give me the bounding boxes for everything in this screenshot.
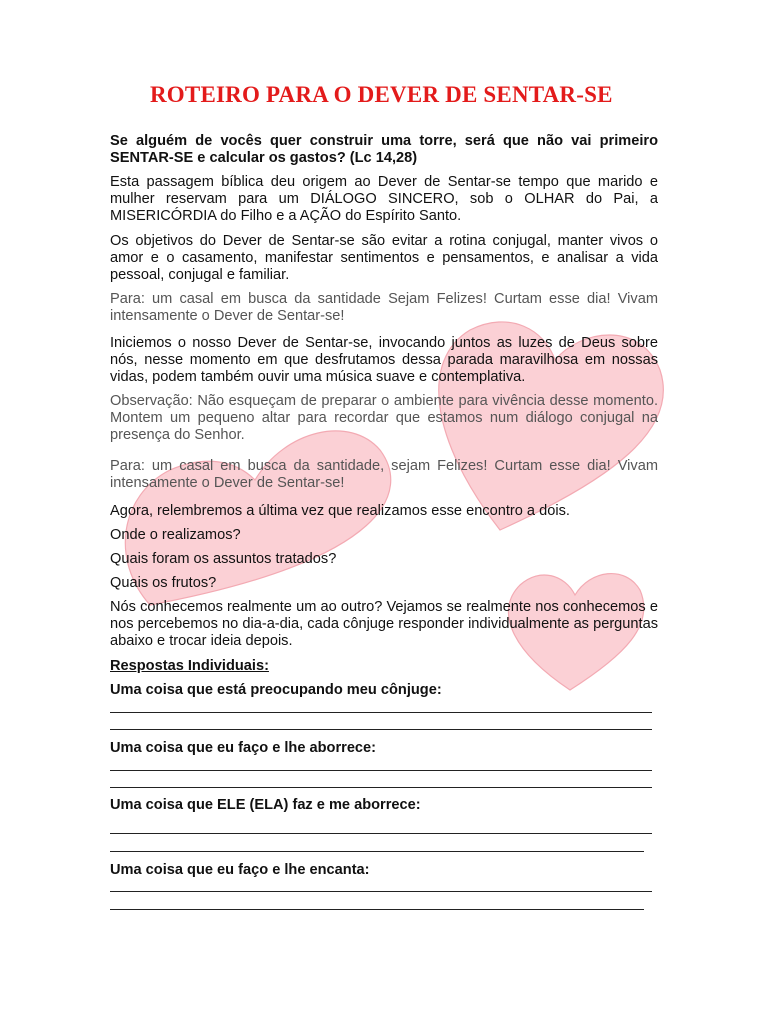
page-title: ROTEIRO PARA O DEVER DE SENTAR-SE: [150, 82, 613, 107]
prompt-they-annoy: Uma coisa que ELE (ELA) faz e me aborrece:: [110, 797, 421, 813]
answer-line[interactable]: [110, 833, 652, 834]
paragraph-objectives: Os objetivos do Dever de Sentar-se são evitar a rotina conjugal, manter vivos o amor e o casamento, manifestar sentimentos e pensamentos, e analisar a vida pessoal, conjugal e familiar.: [110, 233, 658, 283]
question-topics: Quais foram os assuntos tratados?: [110, 551, 337, 567]
answer-line[interactable]: [110, 770, 652, 771]
prompt-i-delight: Uma coisa que eu faço e lhe encanta:: [110, 862, 370, 878]
paragraph-closing: Nós conhecemos realmente um ao outro? Vejamos se realmente nos conhecemos e nos percebemos no dia-a-dia, cada cônjuge responder individualmente as perguntas abaixo e trocar ideia depois.: [110, 599, 658, 649]
paragraph-greeting-1: Para: um casal em busca da santidade Sejam Felizes! Curtam esse dia! Vivam intensamente o Dever de Sentar-se!: [110, 291, 658, 324]
answer-line[interactable]: [110, 891, 652, 892]
answer-line[interactable]: [110, 787, 652, 788]
question-where: Onde o realizamos?: [110, 527, 241, 543]
intro-quote: Se alguém de vocês quer construir uma torre, será que não vai primeiro SENTAR-SE e calcular os gastos? (Lc 14,28): [110, 133, 658, 166]
answer-line[interactable]: [110, 729, 652, 730]
answers-heading: Respostas Individuais:: [110, 658, 269, 674]
answer-line[interactable]: [110, 909, 644, 910]
answer-line[interactable]: [110, 851, 644, 852]
paragraph-invocation: Iniciemos o nosso Dever de Sentar-se, invocando juntos as luzes de Deus sobre nós, nesse momento em que desfrutamos dessa parada maravilhosa em nossas vidas, podem também ouvir uma música suave e contemplativa.: [110, 335, 658, 385]
paragraph-recall: Agora, relembremos a última vez que realizamos esse encontro a dois.: [110, 503, 570, 519]
prompt-i-annoy: Uma coisa que eu faço e lhe aborrece:: [110, 740, 377, 756]
answer-line[interactable]: [110, 712, 652, 713]
paragraph-origin: Esta passagem bíblica deu origem ao Dever de Sentar-se tempo que marido e mulher reservam para um DIÁLOGO SINCERO, sob o OLHAR do Pai, a MISERICÓRDIA do Filho e a AÇÃO do Espírito Santo.: [110, 174, 658, 224]
prompt-worry: Uma coisa que está preocupando meu cônjuge:: [110, 682, 442, 698]
question-fruits: Quais os frutos?: [110, 575, 217, 591]
paragraph-greeting-2: Para: um casal em busca da santidade, sejam Felizes! Curtam esse dia! Vivam intensamente o Dever de Sentar-se!: [110, 458, 658, 491]
paragraph-observation: Observação: Não esqueçam de preparar o ambiente para vivência desse momento. Montem um pequeno altar para recordar que estamos num diálogo conjugal na presença do Senhor.: [110, 393, 658, 443]
